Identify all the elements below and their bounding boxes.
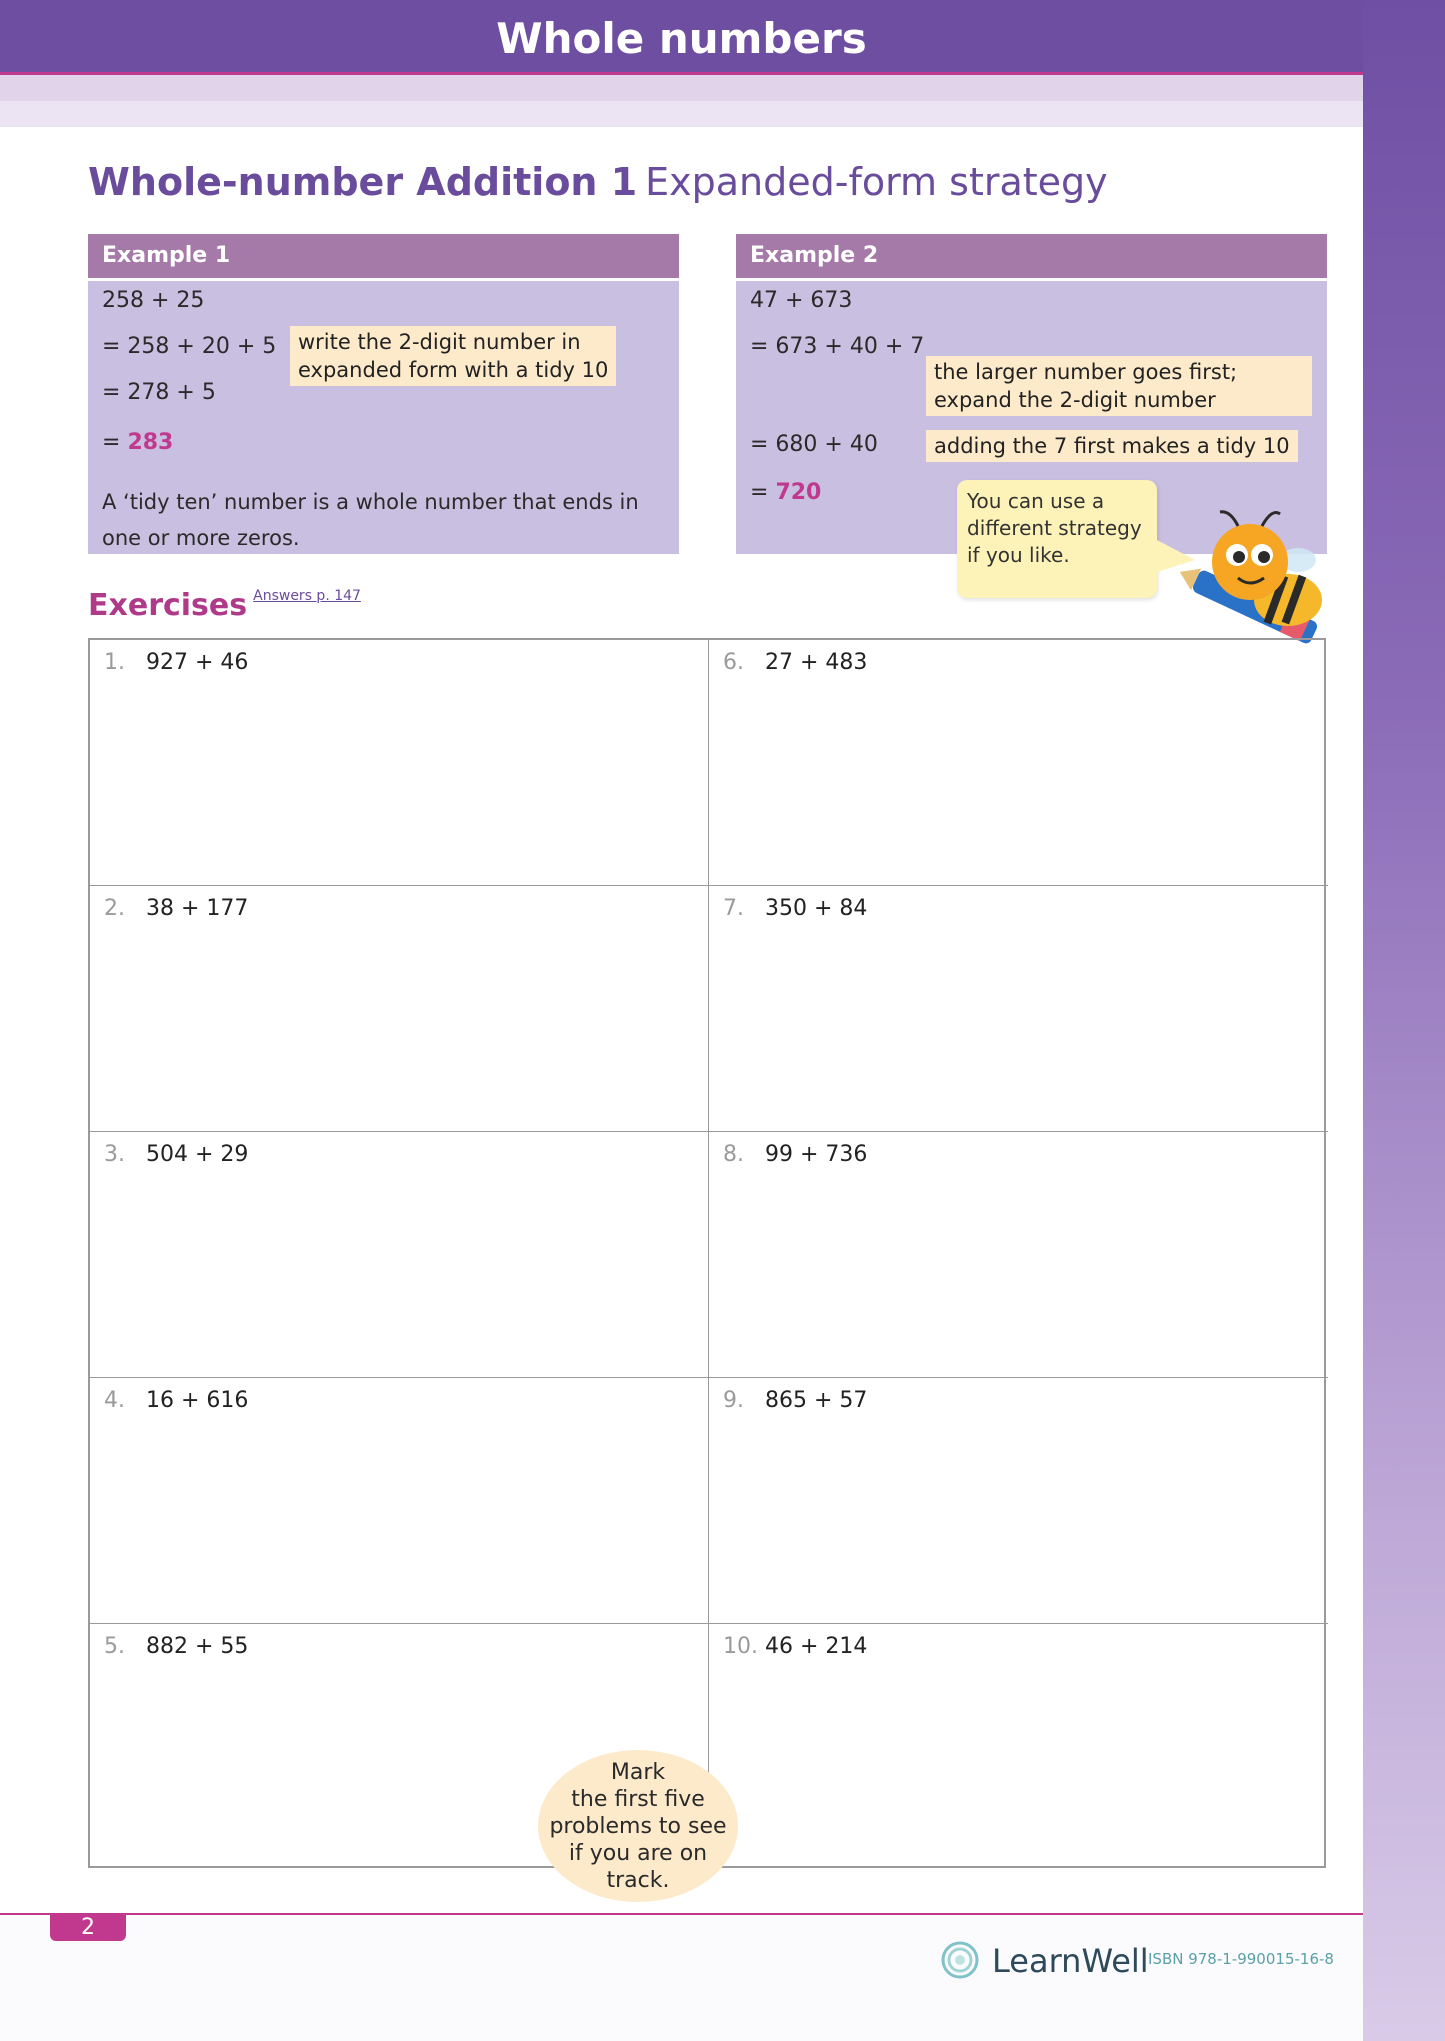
mark-line-2: the first five [571,1786,705,1812]
exercises-heading [88,588,361,623]
exercise-problem: 865 + 57 [765,1388,868,1413]
brand-name: LearnWell [992,1942,1149,1980]
exercise-number: 7. [723,896,744,921]
exercise-number: 8. [723,1142,744,1167]
exercise-problem: 46 + 214 [765,1634,868,1659]
example-1-line-2: = 258 + 20 + 5 [102,334,277,359]
speech-line-2: different strategy [967,516,1142,540]
example-1-note [290,326,616,386]
lesson-title-main: Whole-number Addition 1 [88,160,638,204]
exercise-cell-7[interactable] [709,886,1328,1132]
exercise-cell-8[interactable] [709,1132,1328,1378]
example-1-box [88,234,679,554]
exercise-problem: 927 + 46 [146,650,249,675]
example-1-heading: Example 1 [88,234,679,281]
isbn: ISBN 978-1-990015-16-8 [1148,1950,1334,1968]
exercise-problem: 504 + 29 [146,1142,249,1167]
example-2-line-4 [750,480,821,505]
mark-line-3: problems to see [549,1813,727,1839]
example-1-line-4 [102,430,173,455]
mark-line-5: track. [606,1867,670,1893]
answers-reference-link[interactable]: Answers p. 147 [253,588,361,604]
chapter-title: Whole numbers [496,14,867,63]
exercise-cell-6[interactable] [709,640,1328,886]
exercise-cell-9[interactable] [709,1378,1328,1624]
exercise-problem: 16 + 616 [146,1388,249,1413]
mark-line-4: if you are on [568,1840,708,1866]
exercises-title: Exercises [88,588,248,623]
tidy-ten-definition-line-1: A ‘tidy ten’ number is a whole number that ends in [102,490,639,514]
side-color-band [1363,0,1445,2041]
exercise-number: 10. [723,1634,758,1659]
example-2-heading: Example 2 [736,234,1327,281]
example-1-answer: 283 [127,430,174,455]
exercise-number: 2. [104,896,125,921]
mark-reminder-bubble [538,1750,738,1902]
exercise-cell-3[interactable] [90,1132,709,1378]
example-1-line-3: = 278 + 5 [102,380,216,405]
example-2-note-2: adding the 7 first makes a tidy 10 [926,430,1298,462]
exercise-number: 1. [104,650,125,675]
example-2-line-3: = 680 + 40 [750,432,878,457]
lesson-title [88,160,1108,204]
example-1-note-line-1: write the 2-digit number in [298,330,581,354]
example-1-note-line-2: expanded form with a tidy 10 [298,358,609,382]
exercise-cell-1[interactable] [90,640,709,886]
exercise-cell-2[interactable] [90,886,709,1132]
example-2-line-1: 47 + 673 [750,288,853,313]
exercise-problem: 38 + 177 [146,896,249,921]
learnwell-logo-icon [940,1940,980,1980]
footer [0,1917,1363,2041]
exercise-problem: 99 + 736 [765,1142,868,1167]
example-1-equals: = [102,430,128,455]
example-2-note-1-line-2: expand the 2-digit number [934,388,1216,412]
lesson-title-subtitle: Expanded-form strategy [645,160,1108,204]
exercise-problem: 882 + 55 [146,1634,249,1659]
exercise-cell-10[interactable] [709,1624,1328,1870]
exercise-number: 6. [723,650,744,675]
example-2-answer: 720 [775,480,822,505]
exercise-number: 3. [104,1142,125,1167]
speech-line-3: if you like. [967,543,1070,567]
tidy-ten-definition-line-2: one or more zeros. [102,526,300,550]
example-2-note-1 [926,356,1312,416]
exercise-number: 5. [104,1634,125,1659]
example-2-equals: = [750,480,776,505]
chapter-header [0,0,1363,75]
exercise-problem: 27 + 483 [765,650,868,675]
header-stripe-2 [0,101,1363,127]
exercise-problem: 350 + 84 [765,896,868,921]
example-2-line-2: = 673 + 40 + 7 [750,334,925,359]
tidy-ten-definition [102,484,639,556]
exercise-number: 4. [104,1388,125,1413]
page-number: 2 [50,1915,126,1941]
bee-speech-bubble [957,480,1157,598]
exercise-cell-4[interactable] [90,1378,709,1624]
example-2-note-1-line-1: the larger number goes first; [934,360,1238,384]
mark-line-1: Mark [610,1759,666,1785]
exercise-number: 9. [723,1388,744,1413]
header-stripe-1 [0,75,1363,101]
exercise-grid [88,638,1326,1868]
footer-divider [0,1913,1363,1915]
example-1-line-1: 258 + 25 [102,288,205,313]
mark-reminder-text [543,1759,733,1894]
speech-line-1: You can use a [967,489,1105,513]
